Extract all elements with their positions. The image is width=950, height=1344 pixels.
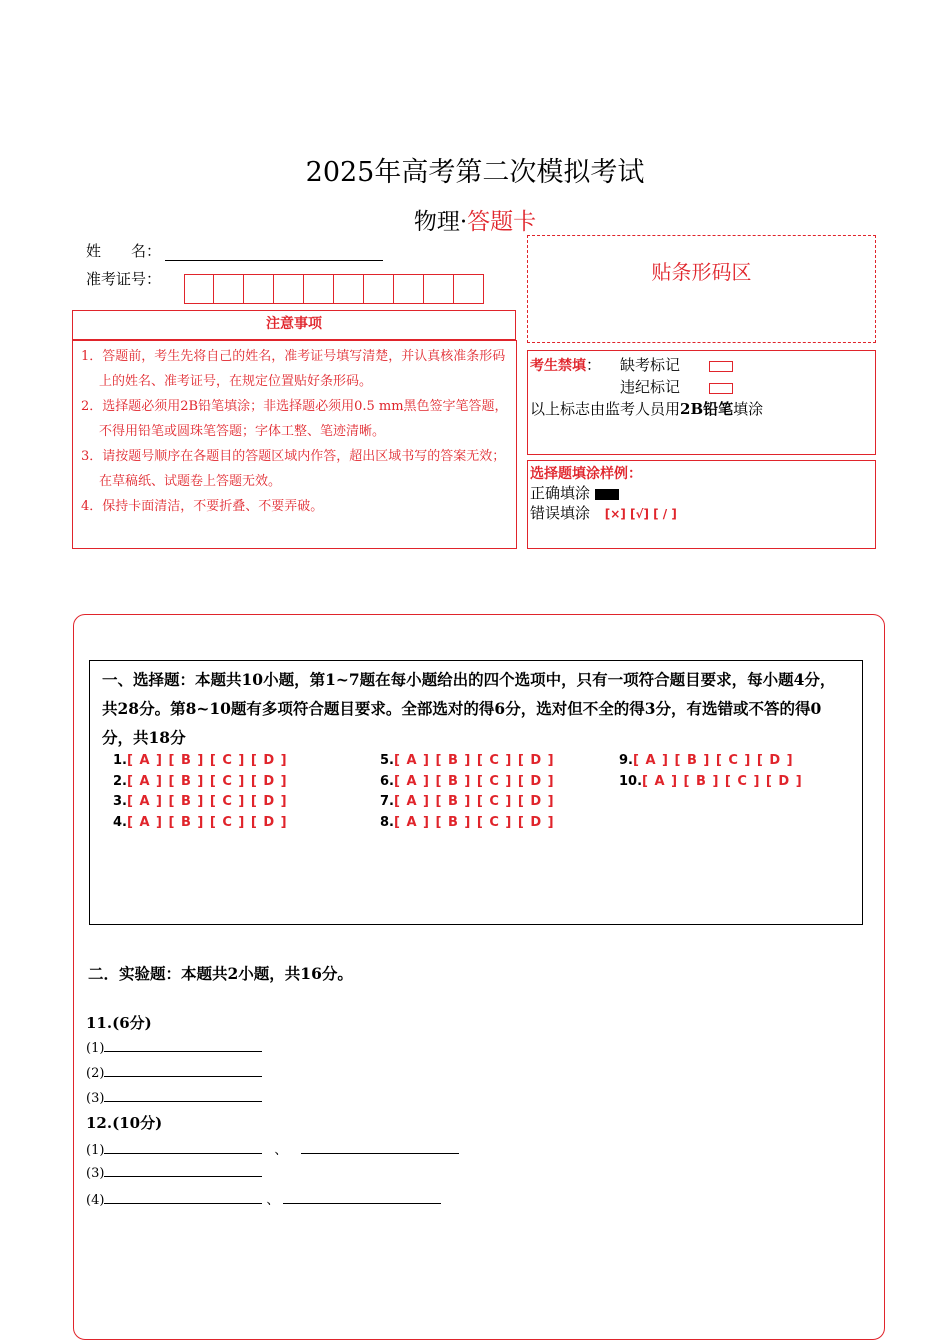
q12-blank-3: (3) [86, 1164, 262, 1181]
choice-options[interactable]: [ A ] [ B ] [ C ] [ D ] [126, 815, 288, 830]
choice-options[interactable]: [ A ] [ B ] [ C ] [ D ] [126, 794, 288, 809]
subject-label: 物理· [413, 209, 468, 235]
choice-options[interactable]: [ A ] [ B ] [ C ] [ D ] [632, 753, 794, 768]
choice-question-10: 10.[ A ] [ B ] [ C ] [ D ] [619, 774, 803, 789]
q11-blank-1: (1) [86, 1039, 262, 1056]
exam-id-digit-box[interactable] [424, 274, 454, 304]
choice-options[interactable]: [ A ] [ B ] [ C ] [ D ] [393, 753, 555, 768]
notice-item: 2．选择题必须用2B铅笔填涂；非选择题必须用0.5 mm黑色签字笔答题，不得用铅笔或圆珠笔答题；字体工整、笔迹清晰。 [81, 399, 508, 439]
choice-options[interactable]: [ A ] [ B ] [ C ] [ D ] [393, 774, 555, 789]
absent-mark-label: 缺考标记 [620, 356, 681, 374]
q11-blank-2: (2) [86, 1064, 262, 1081]
answer-line[interactable] [104, 1141, 262, 1154]
name-field[interactable] [165, 243, 383, 261]
notice-item: 1．答题前，考生先将自己的姓名，准考证号填写清楚，并认真核准条形码上的姓名、准考证号，在规定位置贴好条形码。 [81, 349, 506, 389]
choice-question-2: 2.[ A ] [ B ] [ C ] [ D ] [113, 774, 288, 789]
exam-id-label: 准考证号： [86, 270, 162, 288]
barcode-area [527, 235, 876, 343]
choice-question-5: 5.[ A ] [ B ] [ C ] [ D ] [380, 753, 555, 768]
answer-line[interactable] [104, 1089, 262, 1102]
answer-line[interactable] [104, 1164, 262, 1177]
section1-instructions: 一、选择题：本题共10小题，第1~7题在每小题给出的四个选项中，只有一项符合题目要求，每小题4分，共28分。第8~10题有多项符合题目要求。全部选对的得6分，选对但不全的得3分，有选错或不答的得0分，共18分 [102, 670, 836, 747]
violation-mark-box[interactable] [709, 383, 733, 394]
fill-sample-box [527, 460, 876, 549]
exam-id-digit-box[interactable] [334, 274, 364, 304]
absent-mark-box[interactable] [709, 361, 733, 372]
q11-blank-3: (3) [86, 1089, 262, 1106]
exam-id-digit-box[interactable] [394, 274, 424, 304]
choice-question-8: 8.[ A ] [ B ] [ C ] [ D ] [380, 815, 555, 830]
card-label: 答题卡 [467, 209, 537, 235]
choice-question-6: 6.[ A ] [ B ] [ C ] [ D ] [380, 774, 555, 789]
forbidden-fill-box [527, 350, 876, 455]
page-subtitle [0, 203, 950, 236]
choice-question-9: 9.[ A ] [ B ] [ C ] [ D ] [619, 753, 794, 768]
forbidden-colon: ： [586, 356, 602, 374]
choice-question-3: 3.[ A ] [ B ] [ C ] [ D ] [113, 794, 288, 809]
choice-question-4: 4.[ A ] [ B ] [ C ] [ D ] [113, 815, 288, 830]
answer-line[interactable] [301, 1141, 459, 1154]
notice-heading: 注意事项 [72, 310, 516, 340]
exam-id-digit-box[interactable] [364, 274, 394, 304]
section1-box [89, 660, 863, 925]
choice-options[interactable]: [ A ] [ B ] [ C ] [ D ] [126, 774, 288, 789]
answer-line[interactable] [104, 1191, 262, 1204]
choice-options[interactable]: [ A ] [ B ] [ C ] [ D ] [393, 794, 555, 809]
q12-blank-1: (1) 、 [86, 1139, 459, 1158]
choice-options[interactable]: [ A ] [ B ] [ C ] [ D ] [642, 774, 803, 789]
exam-id-digit-box[interactable] [244, 274, 274, 304]
question-11-heading: 11.(6分) [86, 1014, 152, 1032]
notice-list [72, 340, 517, 549]
violation-mark-label: 违纪标记 [620, 378, 681, 396]
choice-options[interactable]: [ A ] [ B ] [ C ] [ D ] [393, 815, 555, 830]
barcode-label: 贴条形码区 [651, 260, 752, 284]
filled-mark-sample [595, 489, 619, 500]
answer-line[interactable] [283, 1191, 441, 1204]
choice-question-1: 1.[ A ] [ B ] [ C ] [ D ] [113, 753, 288, 768]
q12-blank-4: (4) 、 [86, 1189, 441, 1208]
exam-id-digit-box[interactable] [454, 274, 484, 304]
exam-id-digit-box[interactable] [184, 274, 214, 304]
forbidden-label: 考生禁填 [530, 358, 586, 374]
forbidden-note-bold: 2B铅笔 [680, 400, 734, 418]
exam-id-digit-box[interactable] [274, 274, 304, 304]
section2-title: 二．实验题：本题共2小题，共16分。 [88, 964, 353, 983]
correct-fill-label: 正确填涂 [530, 484, 591, 502]
choice-question-7: 7.[ A ] [ B ] [ C ] [ D ] [380, 794, 555, 809]
name-row [86, 240, 383, 261]
wrong-marks-sample: [×] [√] [ / ] [604, 507, 677, 521]
exam-id-digit-box[interactable] [214, 274, 244, 304]
question-12-heading: 12.(10分) [86, 1114, 163, 1132]
notice-item: 4．保持卡面清洁，不要折叠、不要弄破。 [81, 499, 324, 514]
page-title: 2025年高考第二次模拟考试 [305, 157, 645, 188]
name-label: 姓 名： [86, 242, 162, 260]
exam-id-boxes [184, 274, 484, 304]
choice-options[interactable]: [ A ] [ B ] [ C ] [ D ] [126, 753, 288, 768]
answer-line[interactable] [104, 1039, 262, 1052]
exam-id-digit-box[interactable] [304, 274, 334, 304]
wrong-fill-label: 错误填涂 [530, 504, 591, 522]
sample-label: 选择题填涂样例： [530, 466, 642, 482]
forbidden-note-pre: 以上标志由监考人员用 [530, 400, 681, 418]
forbidden-note-post: 填涂 [733, 400, 764, 418]
answer-line[interactable] [104, 1064, 262, 1077]
notice-item: 3．请按题号顺序在各题目的答题区域内作答，超出区域书写的答案无效；在草稿纸、试题卷上答题无效。 [81, 449, 506, 489]
